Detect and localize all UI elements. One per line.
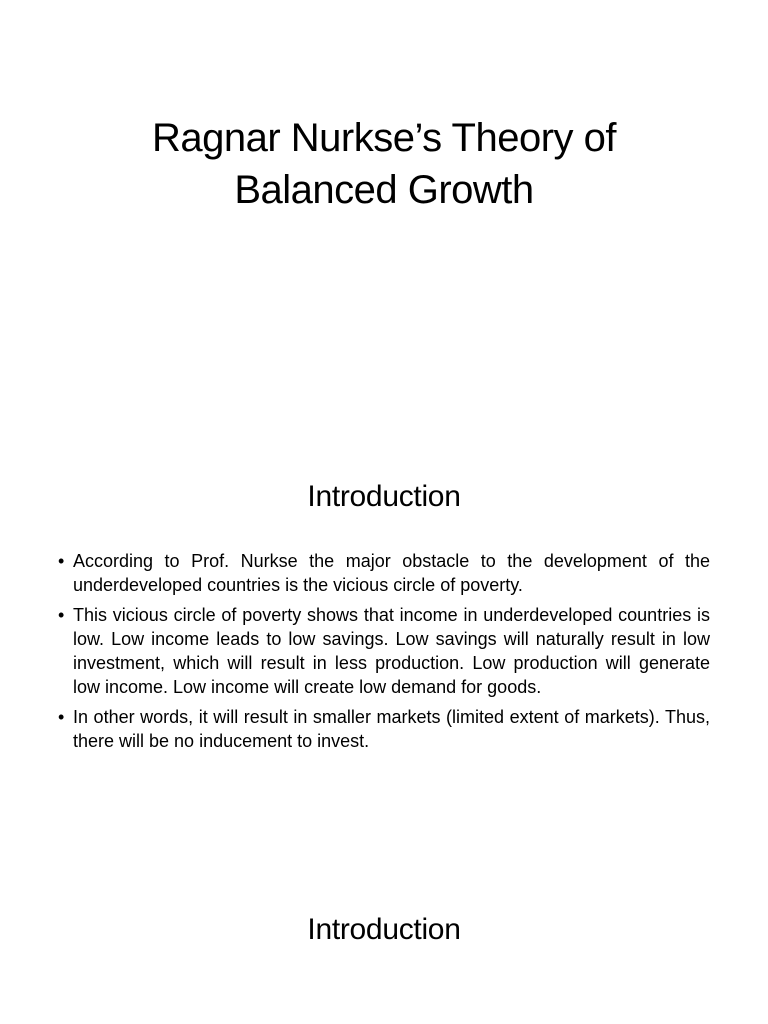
bullet-icon: • [58, 707, 65, 727]
section-heading: Introduction [307, 480, 461, 513]
slide-introduction-continued [0, 864, 768, 1024]
title-line-2: Balanced Growth [234, 168, 534, 212]
presentation-title [0, 112, 768, 216]
bullet-icon: • [58, 551, 65, 571]
bullet-text: In other words, it will result in smaller markets (limited extent of markets). Thus, there will be no inducement to invest. [73, 707, 710, 751]
bullet-item [58, 603, 710, 699]
bullet-text: This vicious circle of poverty shows that income in underdeveloped countries is low. Low income leads to low savings. Low savings will naturally result in low investment, which will result in less production. Low production will generate low income. Low income will create low demand for goods. [73, 605, 710, 697]
bullet-text: According to Prof. Nurkse the major obstacle to the development of the underdeveloped countries is the vicious circle of poverty. [73, 551, 710, 595]
bullet-icon: • [58, 605, 65, 625]
title-line-1: Ragnar Nurkse’s Theory of [151, 116, 617, 160]
slide-introduction [0, 432, 768, 864]
bullet-item [58, 705, 710, 753]
bullet-item [58, 549, 710, 597]
bullet-list [58, 549, 710, 759]
section-heading: Introduction [307, 913, 461, 946]
slide-title [0, 0, 768, 432]
